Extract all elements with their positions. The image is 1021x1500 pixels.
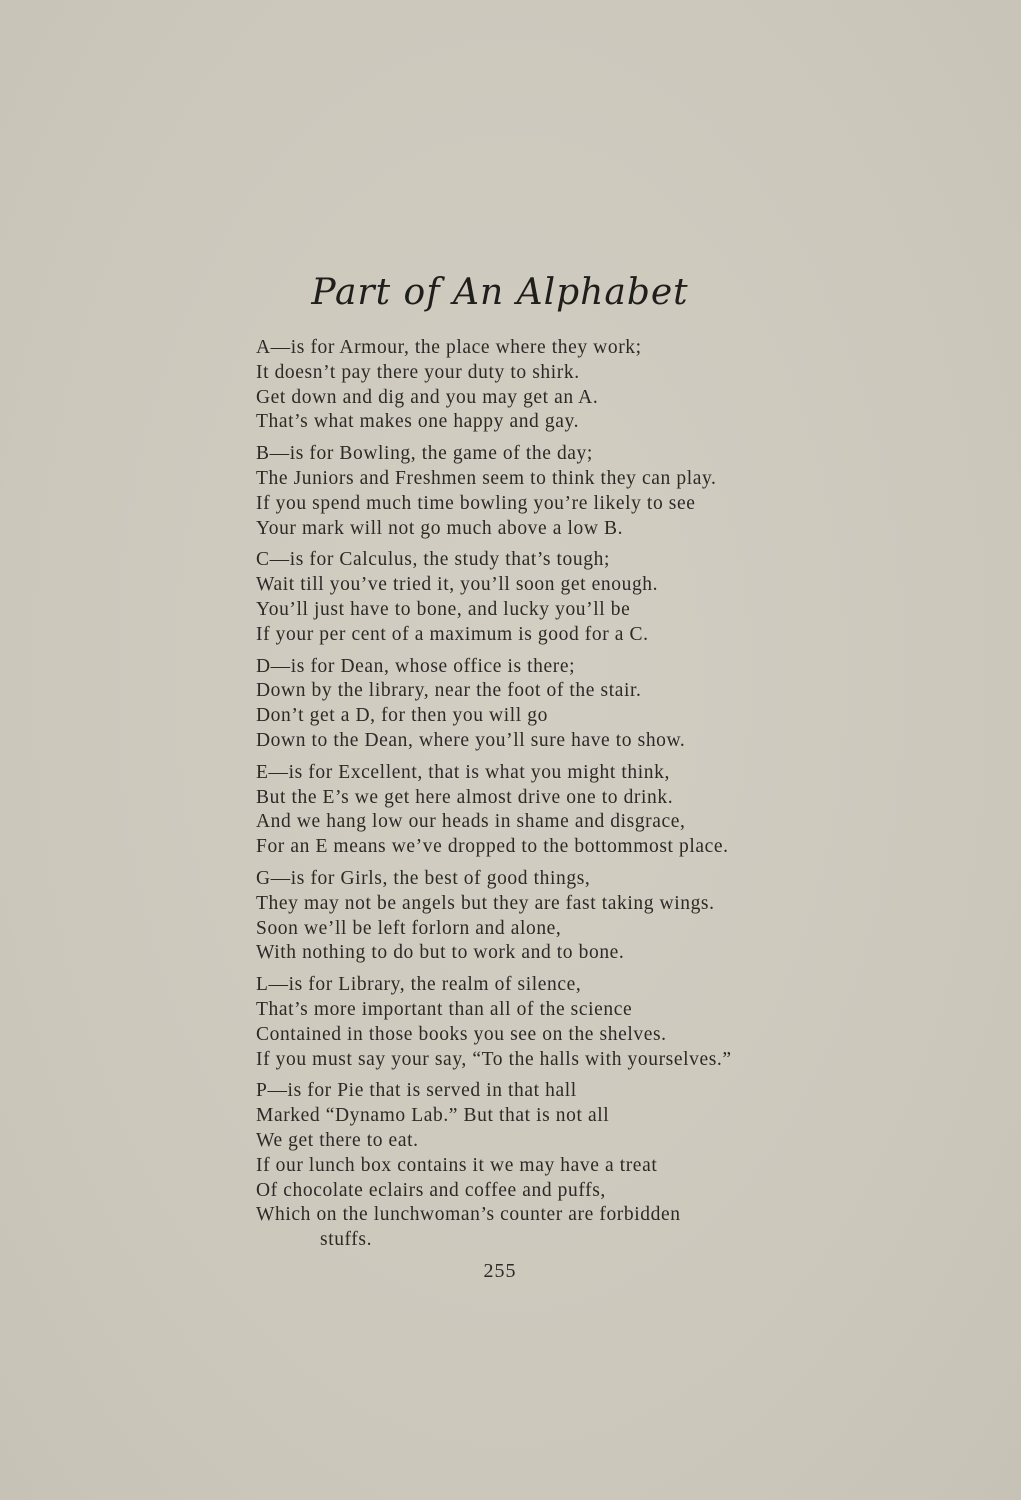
- poem-line: If you must say your say, “To the halls with yourselves.”: [256, 1048, 732, 1070]
- poem-line: B—is for Bowling, the game of the day;: [256, 443, 593, 465]
- poem-line: Down to the Dean, where you’ll sure have to show.: [256, 729, 686, 751]
- poem-line: With nothing to do but to work and to bone.: [256, 942, 625, 964]
- stanza-a: [256, 336, 856, 435]
- poem-line: P—is for Pie that is served in that hall: [256, 1080, 577, 1102]
- poem-line: E—is for Excellent, that is what you might think,: [256, 761, 670, 783]
- poem-line: Don’t get a D, for then you will go: [256, 705, 548, 727]
- stanza-g: [256, 867, 856, 966]
- poem-line: If you spend much time bowling you’re likely to see: [256, 492, 696, 514]
- poem-line: stuffs.: [320, 1229, 373, 1251]
- poem-line: Wait till you’ve tried it, you’ll soon get enough.: [256, 574, 659, 596]
- poem-line: That’s what makes one happy and gay.: [256, 411, 580, 433]
- poem-line: You’ll just have to bone, and lucky you’ll be: [256, 598, 631, 620]
- poem-line: We get there to eat.: [256, 1129, 419, 1151]
- poem-line: For an E means we’ve dropped to the bottommost place.: [256, 836, 729, 858]
- poem-line: A—is for Armour, the place where they work;: [256, 337, 642, 358]
- stanza-p: [256, 1079, 856, 1253]
- poem-body: [256, 336, 856, 1260]
- poem-line: The Juniors and Freshmen seem to think they can play.: [256, 467, 717, 489]
- poem-line: Your mark will not go much above a low B.: [256, 517, 624, 539]
- poem-line: Soon we’ll be left forlorn and alone,: [256, 917, 562, 939]
- poem-line: And we hang low our heads in shame and disgrace,: [256, 811, 686, 833]
- poem-line: Marked “Dynamo Lab.” But that is not all: [256, 1105, 610, 1127]
- poem-line: L—is for Library, the realm of silence,: [256, 974, 582, 996]
- poem-line: Get down and dig and you may get an A.: [256, 386, 599, 408]
- poem-line: They may not be angels but they are fast taking wings.: [256, 892, 715, 914]
- poem-line: If your per cent of a maximum is good for a C.: [256, 623, 649, 645]
- poem-line: But the E’s we get here almost drive one to drink.: [256, 786, 674, 808]
- stanza-b: [256, 442, 856, 541]
- poem-line: G—is for Girls, the best of good things,: [256, 867, 591, 889]
- poem-line: Of chocolate eclairs and coffee and puffs,: [256, 1179, 606, 1201]
- poem-line: That’s more important than all of the science: [256, 998, 633, 1020]
- stanza-d: [256, 655, 856, 754]
- poem-line: Down by the library, near the foot of the stair.: [256, 680, 642, 702]
- poem-line: Contained in those books you see on the shelves.: [256, 1023, 667, 1045]
- page-number: 255: [483, 1260, 517, 1282]
- poem-line: It doesn’t pay there your duty to shirk.: [256, 361, 580, 383]
- poem-line: If our lunch box contains it we may have a treat: [256, 1154, 658, 1176]
- poem-line: Which on the lunchwoman’s counter are forbidden: [256, 1204, 681, 1226]
- poem-line: C—is for Calculus, the study that’s tough;: [256, 549, 610, 571]
- poem-title: Part of An Alphabet: [311, 272, 689, 313]
- stanza-e: [256, 761, 856, 860]
- stanza-c: [256, 548, 856, 647]
- stanza-l: [256, 973, 856, 1072]
- poem-line: D—is for Dean, whose office is there;: [256, 655, 576, 677]
